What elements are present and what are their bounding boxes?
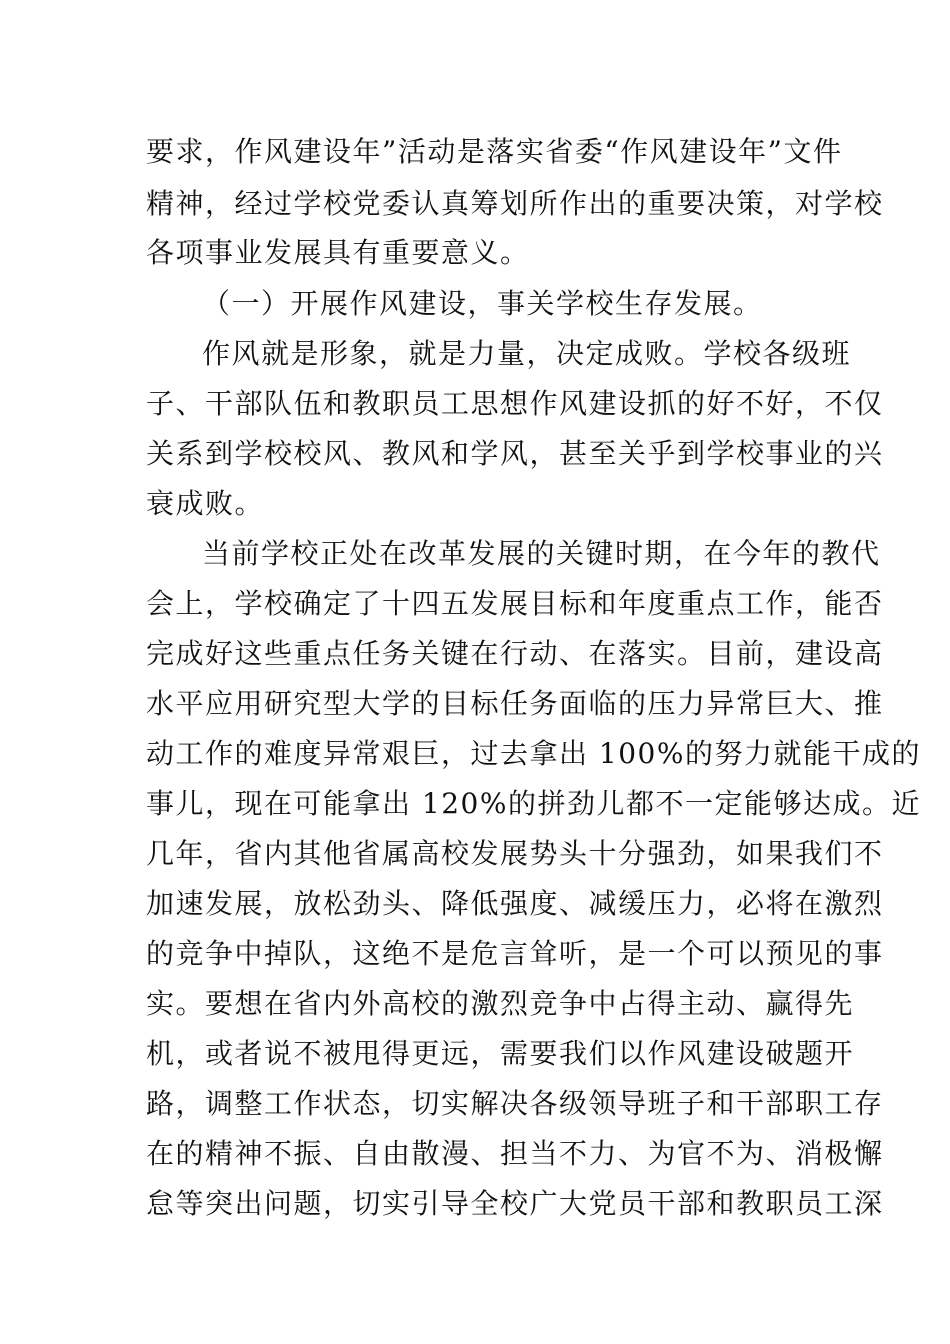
text-line: 机，或者说不被甩得更远，需要我们以作风建设破题开 bbox=[146, 1037, 855, 1070]
text-line: 子、干部队伍和教职员工思想作风建设抓的好不好，不仅 bbox=[146, 387, 884, 420]
text-line: 水平应用研究型大学的目标任务面临的压力异常巨大、推 bbox=[146, 687, 884, 720]
text-line: 要求，作风建设年”活动是落实省委“作风建设年”文件 bbox=[146, 135, 843, 168]
text-line: 完成好这些重点任务关键在行动、在落实。目前，建设高 bbox=[146, 637, 884, 670]
text-line: 实。要想在省内外高校的激烈竞争中占得主动、赢得先 bbox=[146, 987, 855, 1020]
text-line: 在的精神不振、自由散漫、担当不力、为官不为、消极懈 bbox=[146, 1137, 884, 1170]
text-line: 当前学校正处在改革发展的关键时期，在今年的教代 bbox=[202, 537, 881, 570]
text-line: 各项事业发展具有重要意义。 bbox=[146, 236, 530, 269]
text-line: 路，调整工作状态，切实解决各级领导班子和干部职工存 bbox=[146, 1087, 884, 1120]
text-line: 几年，省内其他省属高校发展势头十分强劲，如果我们不 bbox=[146, 837, 884, 870]
text-line: 怠等突出问题，切实引导全校广大党员干部和教职员工深 bbox=[146, 1187, 884, 1220]
text-line: 关系到学校校风、教风和学风，甚至关乎到学校事业的兴 bbox=[146, 437, 884, 470]
text-line: 衰成败。 bbox=[146, 487, 265, 520]
text-line: 作风就是形象，就是力量，决定成败。学校各级班 bbox=[202, 337, 852, 370]
text-line: 的竞争中掉队，这绝不是危言耸听，是一个可以预见的事 bbox=[146, 937, 884, 970]
text-line: 会上，学校确定了十四五发展目标和年度重点工作，能否 bbox=[146, 587, 884, 620]
text-line: 加速发展，放松劲头、降低强度、减缓压力，必将在激烈 bbox=[146, 887, 884, 920]
text-line: 事儿，现在可能拿出 120%的拼劲儿都不一定能够达成。近 bbox=[146, 787, 921, 820]
section-heading: （一）开展作风建设，事关学校生存发展。 bbox=[202, 287, 763, 320]
text-line: 动工作的难度异常艰巨，过去拿出 100%的努力就能干成的 bbox=[146, 737, 921, 770]
text-line: 精神，经过学校党委认真筹划所作出的重要决策，对学校 bbox=[146, 187, 884, 220]
